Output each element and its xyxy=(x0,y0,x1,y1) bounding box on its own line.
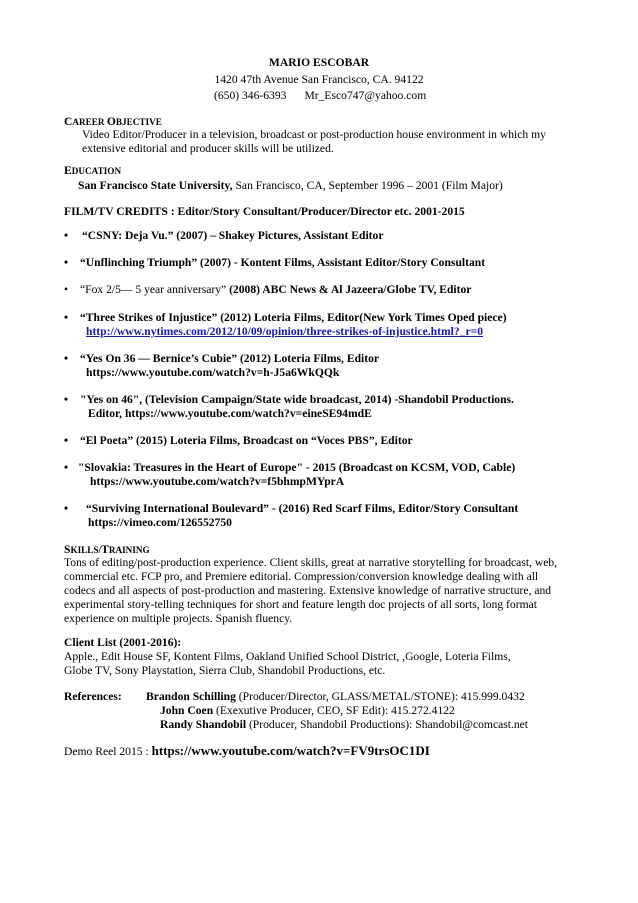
skills-line: commercial etc. FCP pro, and Premiere editorial. Compression/conversion knowledge dealing with all xyxy=(64,570,539,583)
credit-item: • “Yes On 36 — Bernice’s Cubie” (2012) Loteria Films, Editor xyxy=(64,352,380,365)
youtube-url: https://www.youtube.com/watch?v=h-J5a6WkQQk xyxy=(86,366,340,379)
skills-line: codecs and all aspects of post-production and mastering. Extensive knowledge of narrative structure, and xyxy=(64,584,552,597)
credit-item: • "Slovakia: Treasures in the Heart of Europe" - 2015 (Broadcast on KCSM, VOD, Cable) xyxy=(64,461,516,474)
bullet: • xyxy=(64,229,69,242)
references-label: References: xyxy=(64,690,122,703)
skills-line: experience on multiple projects. Spanish fluency. xyxy=(64,612,293,625)
email: Mr_Esco747@yahoo.com xyxy=(304,89,427,102)
bullet: • xyxy=(64,311,69,324)
bullet: • xyxy=(64,434,69,447)
skills-line: experimental story-telling techniques for short and feature length doc projects of all sorts, long format xyxy=(64,598,537,611)
phone: (650) 346-6393 xyxy=(214,89,287,102)
youtube-url: https://www.youtube.com/watch?v=f5bhmpMYprA xyxy=(90,475,345,488)
bullet: • xyxy=(64,393,69,406)
education-entry xyxy=(78,179,503,193)
credit-item: • “Fox 2/5— 5 year anniversary” (2008) ABC News & Al Jazeera/Globe TV, Editor xyxy=(64,283,472,296)
demo-reel-label: Demo Reel 2015 : xyxy=(64,745,152,758)
school-name: San Francisco State University, xyxy=(78,179,233,192)
career-objective-heading: CAREER OBJECTIVE xyxy=(64,115,162,128)
resume-name: MARIO ESCOBAR xyxy=(268,56,370,69)
credit-item-line2: Editor, https://www.youtube.com/watch?v=eineSE94mdE xyxy=(88,407,372,420)
credits-heading: FILM/TV CREDITS : Editor/Story Consultant/Producer/Director etc. 2001-2015 xyxy=(64,205,465,218)
skills-heading: SKILLS/TRAINING xyxy=(64,543,150,556)
career-objective-line: extensive editorial and producer skills will be utilized. xyxy=(82,142,334,155)
nytimes-link[interactable]: http://www.nytimes.com/2012/10/09/opinion/three-strikes-of-injustice.html?_r=0 xyxy=(86,325,484,338)
career-objective-line: Video Editor/Producer in a television, broadcast or post-production house environment in which my xyxy=(82,128,546,141)
education-heading: EDUCATION xyxy=(64,164,122,177)
credit-item: • “Surviving International Boulevard” - (2016) Red Scarf Films, Editor/Story Consultant xyxy=(64,502,519,515)
credit-item: • “Three Strikes of Injustice” (2012) Loteria Films, Editor(New York Times Oped piece) xyxy=(64,311,507,324)
school-details: San Francisco, CA, September 1996 – 2001 (Film Major) xyxy=(235,179,503,192)
client-list-heading: Client List (2001-2016): xyxy=(64,636,182,649)
credit-item: • “CSNY: Deja Vu.” (2007) – Shakey Pictures, Assistant Editor xyxy=(64,229,384,242)
bullet: • xyxy=(64,283,69,296)
demo-reel-url: https://www.youtube.com/watch?v=FV9trsOC1DI xyxy=(151,743,430,758)
vimeo-url: https://vimeo.com/126552750 xyxy=(88,516,232,529)
demo-reel-line xyxy=(64,744,430,759)
reference-item: Randy Shandobil (Producer, Shandobil Productions): Shandobil@comcast.net xyxy=(160,718,529,731)
credit-item: • “El Poeta” (2015) Loteria Films, Broadcast on “Voces PBS”, Editor xyxy=(64,434,413,447)
reference-item: Brandon Schilling (Producer/Director, GLASS/METAL/STONE): 415.999.0432 xyxy=(146,690,525,703)
contact-line xyxy=(214,89,426,103)
credit-item: • “Unflinching Triumph” (2007) - Kontent Films, Assistant Editor/Story Consultant xyxy=(64,256,486,269)
client-list-line: Apple., Edit House SF, Kontent Films, Oakland Unified School District, ,Google, Loteria Films, xyxy=(64,650,511,663)
address: 1420 47th Avenue San Francisco, CA. 94122 xyxy=(214,73,424,86)
bullet: • xyxy=(64,352,69,365)
credit-item: • "Yes on 46", (Television Campaign/State wide broadcast, 2014) -Shandobil Productions. xyxy=(64,393,514,406)
bullet: • xyxy=(64,502,69,515)
bullet: • xyxy=(64,461,69,474)
bullet: • xyxy=(64,256,69,269)
reference-item: John Coen (Exexutive Producer, CEO, SF Edit): 415.272.4122 xyxy=(160,704,455,717)
client-list-line: Globe TV, Sony Playstation, Sierra Club, Shandobil Productions, etc. xyxy=(64,664,386,677)
skills-line: Tons of editing/post-production experience. Client skills, great at narrative storytelling for broadcast, web, xyxy=(64,556,558,569)
